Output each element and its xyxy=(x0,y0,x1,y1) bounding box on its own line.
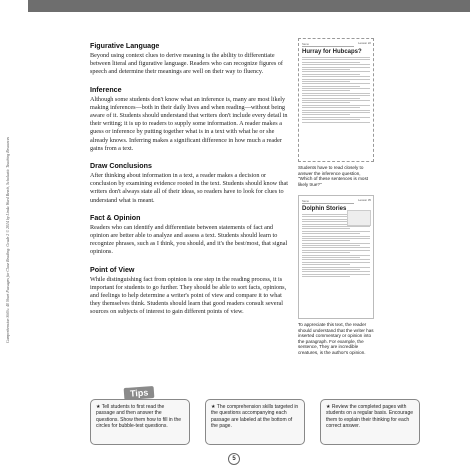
worksheet-caption: Students have to read closely to answer the inference question, "Which of these sentences is most likely true?" xyxy=(298,165,369,187)
section-heading: Figurative Language xyxy=(90,42,160,50)
page-number: 5 xyxy=(228,453,240,465)
side-copyright xyxy=(3,40,13,440)
section-inference xyxy=(90,86,288,153)
worksheet-title: Hurray for Hubcaps? xyxy=(302,49,362,55)
section-figurative-language xyxy=(90,42,288,77)
side-copyright-text: Comprehension Skills: 40 Short Passages for Close Reading: Grade 2 © 2014 by Linda Ward Beech, Scholastic Teaching Resources xyxy=(6,136,10,344)
main-text xyxy=(90,42,288,326)
section-heading: Point of View xyxy=(90,265,135,274)
lesson-label: Lesson 22 xyxy=(358,41,371,45)
tip-box: ★ Review the completed pages with students on a regular basis. Encourage them to explain their thinking for each correct answer. xyxy=(320,399,420,445)
worksheet-thumbnail-dolphins xyxy=(298,195,374,319)
section-point-of-view xyxy=(90,266,288,317)
worksheet-thumbnail-hubcaps xyxy=(298,38,374,162)
section-text: Beyond using context clues to derive meaning is the ability to differentiate between literal and figurative language. Readers who can recognize figures of speech and determine their meanings are well on their way to fluency. xyxy=(90,52,283,76)
worksheet-examples xyxy=(298,38,374,356)
tips-section xyxy=(90,387,440,447)
section-text: Readers who can identify and differentiate between statements of fact and opinion are better able to analyze and assess a text. Students should learn to recognize phrases, such as I think, you should, and it's the best/most, that signal opinions. xyxy=(90,223,288,256)
section-draw-conclusions xyxy=(90,162,288,205)
top-bar xyxy=(28,0,470,12)
section-heading: Fact & Opinion xyxy=(90,213,141,222)
worksheet-caption: To appreciate this text, the reader should understand that the writer has inserted commentary or opinion into the paragraph. For example, the sentence, They are incredible creatures, is the author's opinion. xyxy=(298,322,374,355)
dolphin-illustration xyxy=(347,210,371,226)
section-heading: Inference xyxy=(90,85,122,94)
tip-box: ★ The comprehension skills targeted in the questions accompanying each passage are labeled at the bottom of the page. xyxy=(205,399,305,445)
section-text: Although some students don't know what an inference is, many are most likely making inferences—both in their daily lives and when reading—without being aware of it. Students should understand that writers don't include every detail in their writing; it is up to readers to supply some information. A reader makes a guess or inference by putting together what is in a text with what he or she already knows. Inferring makes a significant difference in how much a reader gains from a text. xyxy=(90,95,288,152)
worksheet-title: Dolphin Stories xyxy=(302,206,347,212)
section-text: After thinking about information in a text, a reader makes a decision or conclusion by examining evidence rooted in the text. Students should know that writers don't always state all of their ideas, so readers have to look for clues to understand what is meant. xyxy=(90,172,288,204)
section-text: While distinguishing fact from opinion is one step in the reading process, it is important for students to go further. They should be able to sort facts, opinions, and feelings to help determine a writer's point of view and compare it to what they themselves think. Students should learn that good readers consult several sources on subjects of interest to gain different points of view. xyxy=(90,275,287,316)
name-label: Name xyxy=(302,43,354,47)
section-fact-opinion xyxy=(90,214,288,257)
tips-label: Tips xyxy=(124,386,155,400)
lesson-label: Lesson 35 xyxy=(358,198,371,202)
section-heading: Draw Conclusions xyxy=(90,162,152,171)
name-label: Name xyxy=(302,200,354,204)
tip-box: ★ Tell students to first read the passage and then answer the questions. Show them how to fill in the circles for bubble-test questions. xyxy=(90,399,190,445)
